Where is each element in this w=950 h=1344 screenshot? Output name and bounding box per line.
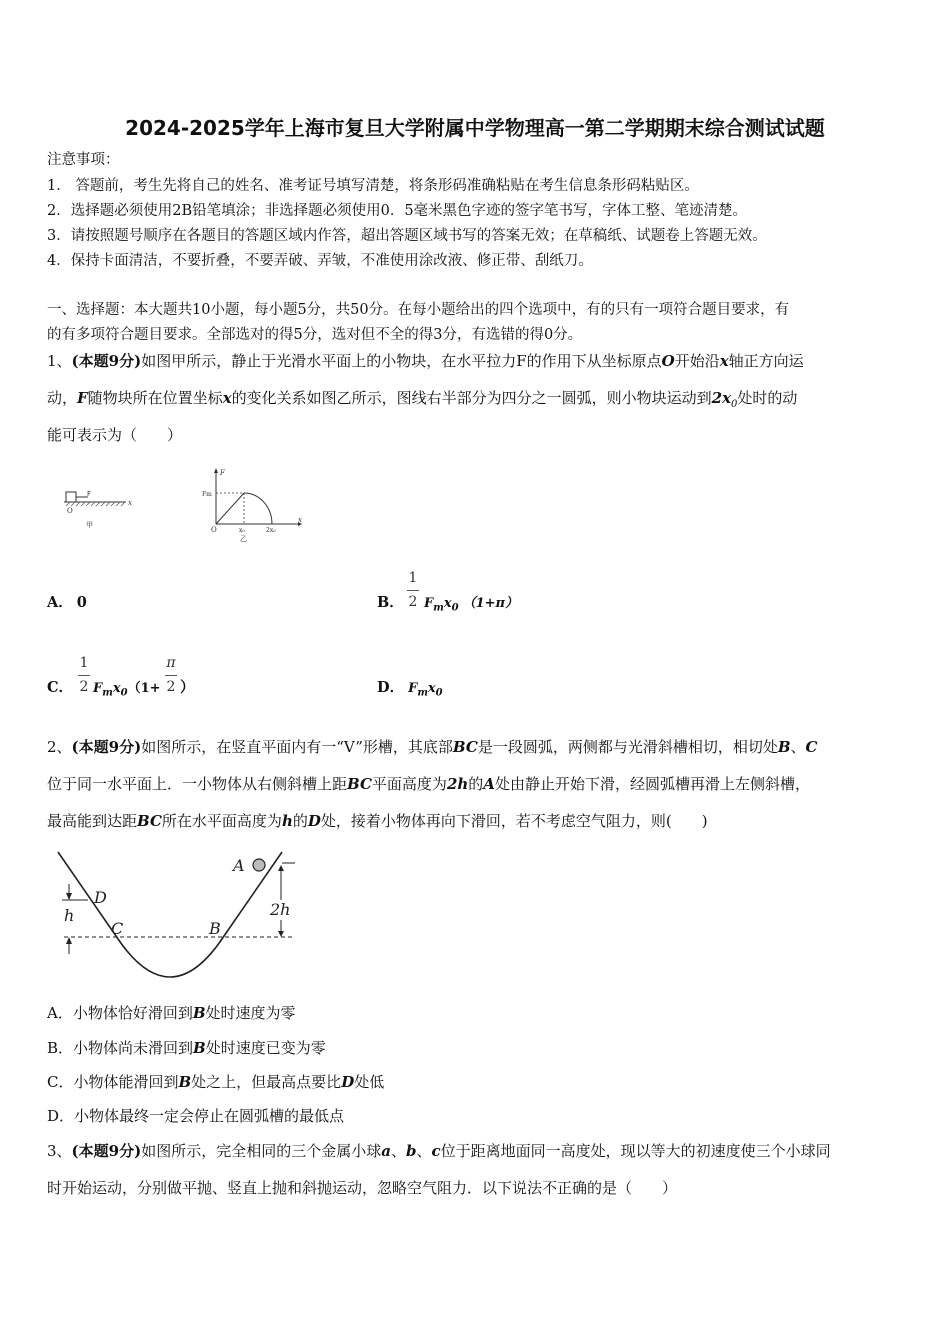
var-B: B <box>193 1039 206 1057</box>
fraction-numerator: π <box>166 655 176 671</box>
fraction-numerator: 1 <box>408 570 418 586</box>
q2-text: 的 <box>292 812 308 830</box>
fraction-bar <box>78 675 90 676</box>
q2-score: (本题9分) <box>71 738 142 756</box>
option-label: C． <box>47 679 74 696</box>
figure-yi <box>200 466 305 544</box>
q2-text: 的 <box>468 775 484 793</box>
q2-line3 <box>47 811 708 831</box>
fraction-denominator: 2 <box>166 679 176 695</box>
label-Fm: Fm <box>202 491 212 498</box>
v-groove-curve <box>58 852 282 977</box>
figure-jia <box>60 485 140 530</box>
q1-option-c[interactable] <box>47 678 73 698</box>
label-F: F <box>220 469 225 477</box>
sub-m: m <box>417 687 428 699</box>
sub-0: 0 <box>435 687 443 699</box>
q2-var-BC: BC <box>452 738 478 756</box>
q1-sub: 0 <box>731 399 738 410</box>
q2-line1 <box>47 737 818 757</box>
label-D: D <box>94 888 107 907</box>
q2-text: 处由静止开始下滑，经圆弧槽再滑上左侧斜槽， <box>494 775 810 793</box>
q1-text: 随物块所在位置坐标 <box>87 389 223 407</box>
fraction-bar <box>407 590 419 591</box>
q1-line2 <box>47 388 797 415</box>
caption-jia: 甲 <box>86 521 93 529</box>
q2-var-A: A <box>483 775 495 793</box>
q3-text: 位于距离地面同一高度处，现以等大的初速度使三个小球同 <box>440 1142 831 1160</box>
q2-text: 、 <box>790 738 806 756</box>
q1-option-a[interactable] <box>47 593 87 613</box>
q1-var-x: x <box>222 389 232 407</box>
option-text: 处时速度为零 <box>205 1004 296 1022</box>
q2-option-d[interactable]: D．小物体最终一定会停止在圆弧槽的最低点 <box>47 1107 345 1125</box>
label-x0: x₀ <box>239 527 245 534</box>
q1-number: 1、 <box>47 352 72 370</box>
q1-option-b-expr <box>424 594 518 619</box>
arrow-down-icon <box>278 931 284 937</box>
q2-var-BC: BC <box>137 812 162 830</box>
q2-text: 位于同一水平面上．一小物体从右侧斜槽上距 <box>47 775 348 793</box>
ground-hatch <box>66 502 125 506</box>
section-intro-line1: 一、选择题：本大题共10小题，每小题5分，共50分。在每小题给出的四个选项中，有的只有一项符合题目要求，有 <box>47 302 790 318</box>
notice-item-4: 4．保持卡面清洁，不要折叠，不要弄破、弄皱，不准使用涂改液、修正带、刮纸刀。 <box>47 253 593 269</box>
var-F: F <box>93 681 103 696</box>
label-O: O <box>67 507 73 515</box>
var-x: x <box>112 681 121 696</box>
sub-m: m <box>102 687 113 699</box>
q3-var-a: a <box>381 1142 391 1160</box>
q1-var-x: x <box>719 352 729 370</box>
q1-option-c-tail: ） <box>180 679 195 696</box>
expr-mid: （1+ <box>127 681 161 696</box>
q1-text: 如图甲所示，静止于光滑水平面上的小物块，在水平拉力F的作用下从坐标原点 <box>141 352 662 370</box>
q3-text: 、 <box>416 1142 432 1160</box>
label-F: F <box>87 490 92 498</box>
option-label: D． <box>377 679 405 696</box>
q2-text: 如图所示，在竖直平面内有一“V”形槽，其底部 <box>141 738 453 756</box>
option-label: A． <box>47 594 73 611</box>
q2-text: 平面高度为 <box>371 775 447 793</box>
var-F: F <box>408 681 418 696</box>
q2-text: 最高能到达距 <box>47 812 138 830</box>
var-B: B <box>178 1073 192 1091</box>
q1-option-b[interactable] <box>377 593 404 613</box>
label-x: x <box>128 499 132 507</box>
fraction-bar <box>165 675 177 676</box>
block <box>66 492 76 502</box>
q3-line1 <box>47 1141 831 1161</box>
q2-option-a[interactable] <box>47 1003 296 1023</box>
fraction-numerator: 1 <box>79 655 89 671</box>
sub-0: 0 <box>120 687 128 699</box>
q1-score: (本题9分) <box>71 352 142 370</box>
sub-0: 0 <box>451 602 459 614</box>
q2-var-h: h <box>281 812 293 830</box>
sub-m: m <box>433 602 444 614</box>
option-text: A．小物体恰好滑回到 <box>47 1004 193 1022</box>
q1-option-d[interactable] <box>377 678 443 704</box>
ramp-line <box>216 493 244 524</box>
label-C: C <box>111 919 124 938</box>
q2-option-c[interactable] <box>47 1072 384 1092</box>
q1-line1 <box>47 351 804 371</box>
q2-text: 处，接着小物体再向下滑回，若不考虑空气阻力，则( ) <box>320 812 708 830</box>
label-x: x <box>298 516 302 524</box>
q3-text: 如图所示，完全相同的三个金属小球 <box>141 1142 382 1160</box>
notice-heading: 注意事项： <box>47 152 120 168</box>
label-B: B <box>209 919 221 938</box>
label-h: h <box>64 906 75 925</box>
q1-line3: 能可表示为（ ） <box>47 426 183 444</box>
fraction-denominator: 2 <box>408 594 418 610</box>
figure-v-groove <box>52 848 302 978</box>
q2-var-C: C <box>805 738 818 756</box>
option-text: 0 <box>76 594 87 611</box>
q2-text: 所在水平面高度为 <box>161 812 282 830</box>
q2-var-BC: BC <box>347 775 372 793</box>
arrow-up-icon <box>278 865 284 871</box>
label-2x0: 2x₀ <box>266 527 276 534</box>
q1-origin: O <box>661 352 675 370</box>
ball-icon <box>253 859 265 871</box>
q3-line2: 时开始运动，分别做平抛、竖直上抛和斜抛运动，忽略空气阻力．以下说法不正确的是（ ） <box>47 1179 678 1197</box>
label-O: O <box>211 526 217 534</box>
q2-option-b[interactable] <box>47 1038 326 1058</box>
q1-text: 轴正方向运 <box>728 352 804 370</box>
var-D: D <box>341 1073 355 1091</box>
q1-text: 动， <box>47 389 78 407</box>
var-B: B <box>192 1004 206 1022</box>
q3-var-c: c <box>431 1142 441 1160</box>
notice-item-1: 1． 答题前，考生先将自己的姓名、准考证号填写清楚，将条形码准确粘贴在考生信息条形码粘贴区。 <box>47 178 699 194</box>
option-text <box>408 681 443 699</box>
option-text: 处低 <box>354 1073 385 1091</box>
q1-var-F: F <box>77 389 88 407</box>
q3-var-b: b <box>405 1142 417 1160</box>
label-A: A <box>233 856 245 875</box>
q2-var-B: B <box>777 738 791 756</box>
expr-tail: （1+π） <box>462 596 519 611</box>
q2-text: 是一段圆弧，两侧都与光滑斜槽相切，相切处 <box>477 738 778 756</box>
q2-line2 <box>47 774 810 794</box>
q2-var-D: D <box>307 812 321 830</box>
notice-item-2: 2．选择题必须使用2B铅笔填涂；非选择题必须使用0．5毫米黑色字迹的签字笔书写，字体工整、笔迹清楚。 <box>47 203 748 219</box>
q1-text: 处时的动 <box>737 389 798 407</box>
q1-option-c-expr <box>93 679 161 704</box>
option-text: 处之上，但最高点要比 <box>191 1073 342 1091</box>
var-F: F <box>424 596 434 611</box>
quarter-arc <box>244 493 272 524</box>
fraction-denominator: 2 <box>79 679 89 695</box>
caption-yi: 乙 <box>240 535 247 543</box>
notice-item-3: 3．请按照题号顺序在各题目的答题区域内作答，超出答题区域书写的答案无效；在草稿纸、试题卷上答题无效。 <box>47 228 767 244</box>
y-axis-arrow <box>214 468 218 473</box>
q1-var-2x: 2x <box>711 389 732 407</box>
q3-score: (本题9分) <box>71 1142 142 1160</box>
page-title: 2024-2025学年上海市复旦大学附属中学物理高一第二学期期末综合测试试题 <box>125 116 825 140</box>
option-text: 处时速度已变为零 <box>205 1039 326 1057</box>
var-x: x <box>443 596 452 611</box>
q1-text: 的变化关系如图乙所示，图线右半部分为四分之一圆弧，则小物块运动到 <box>231 389 712 407</box>
option-text: C．小物体能滑回到 <box>47 1073 179 1091</box>
arrow-down-icon <box>66 893 72 900</box>
arrow-up-icon <box>66 937 72 944</box>
option-label: B． <box>377 594 404 611</box>
q3-number: 3、 <box>47 1142 72 1160</box>
label-2h: 2h <box>270 900 291 919</box>
q3-text: 、 <box>390 1142 406 1160</box>
q2-var-2h: 2h <box>446 775 469 793</box>
q2-number: 2、 <box>47 738 72 756</box>
option-text: B．小物体尚未滑回到 <box>47 1039 194 1057</box>
section-intro-line2: 的有多项符合题目要求。全部选对的得5分，选对但不全的得3分，有选错的得0分。 <box>47 327 583 343</box>
var-x: x <box>427 681 436 696</box>
q1-text: 开始沿 <box>674 352 720 370</box>
